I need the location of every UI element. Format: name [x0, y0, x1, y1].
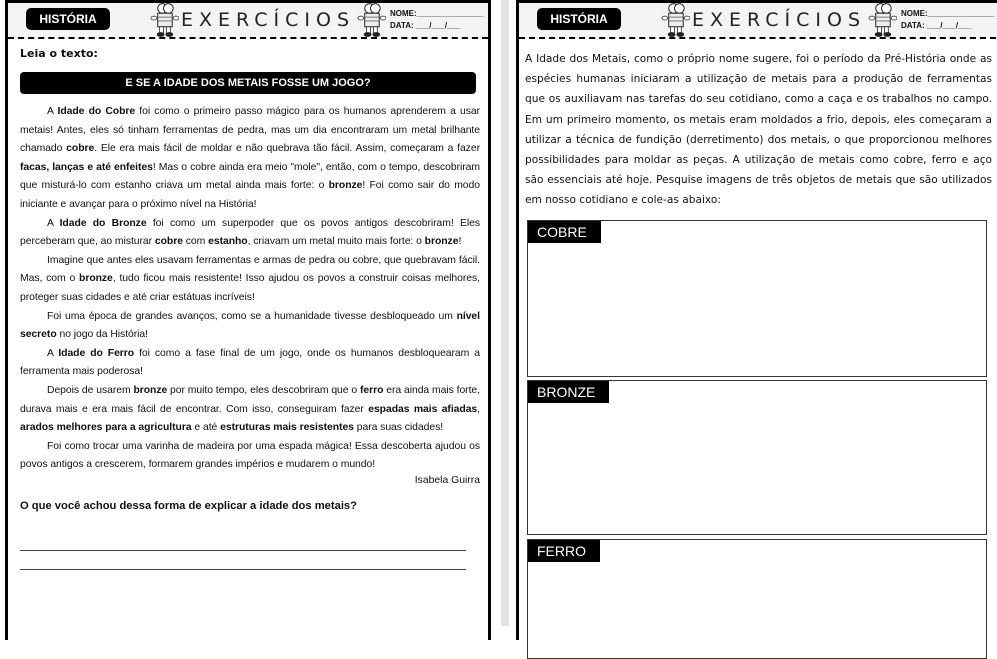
bold-term: cobre — [154, 236, 183, 248]
answer-line[interactable] — [20, 551, 466, 570]
bold-term: estruturas mais resistentes — [220, 422, 354, 434]
bold-term: Idade do Bronze — [59, 217, 147, 229]
worksheet-header — [519, 3, 997, 39]
worksheet-header — [8, 3, 488, 39]
subject-badge: HISTÓRIA — [26, 8, 110, 30]
text-run: Foi como trocar uma varinha de madeira por uma espada mágica! Essa descoberta ajudou os povos antigos a crescerem, formarem grandes impérios e mudarem o mundo! — [20, 440, 480, 471]
text-run: . Ele era mais fácil de moldar e não quebrava tão fácil. Assim, começaram a fazer — [94, 143, 481, 155]
mascot-right-icon — [868, 2, 897, 38]
story-paragraph — [20, 382, 480, 438]
box-label-ferro: FERRO — [528, 540, 600, 562]
text-run: , tudo ficou mais resistente! Isso ajudou os povos a construir coisas melhores, proteger suas cidades e até criar estátuas incríveis! — [20, 273, 481, 303]
text-run: foi como um superpoder que os povos antigos descobriram! Eles perceberam que, ao misturar — [20, 217, 480, 248]
box-label-bronze: BRONZE — [528, 381, 609, 403]
story-paragraph — [20, 438, 480, 475]
text-run: foi como o primeiro passo mágico para os humanos aprenderem a usar metais! Antes, eles só tinham ferramentas de pedra, mas um dia encontraram um metal brilhante chamado — [20, 106, 480, 155]
text-run: Foi uma época de grandes avanços, como se a humanidade tivesse desbloqueado um — [47, 310, 457, 322]
text-run: Depois de usarem — [47, 384, 134, 396]
story-author: Isabela Guirra — [414, 474, 480, 486]
bold-term: Idade do Cobre — [57, 106, 136, 117]
exercicios-banner — [659, 4, 899, 35]
text-run: A — [47, 347, 59, 359]
bold-term: cobre — [66, 143, 95, 155]
story-paragraph — [20, 215, 480, 252]
story-paragraph — [20, 252, 480, 308]
name-field[interactable]: NOME:_______________ — [390, 9, 484, 18]
story-paragraph — [20, 308, 480, 345]
date-field[interactable]: DATA: ___/___/___ — [901, 21, 972, 30]
paste-box-cobre[interactable] — [527, 220, 987, 377]
text-run: era ainda mais forte, durava mais e era mais fácil de encontrar. Com isso, conseguiram fazer — [20, 384, 480, 415]
text-run: , criavam um metal muito mais forte: o — [247, 236, 425, 248]
answer-lines — [20, 532, 480, 570]
text-run: foi como a fase final de um jogo, onde os humanos desbloquearam a ferramenta mais poderosa! — [20, 347, 480, 378]
text-run: A — [47, 106, 58, 117]
right-content — [519, 49, 997, 659]
bold-term: bronze — [424, 236, 459, 248]
paste-box-ferro[interactable] — [527, 539, 987, 659]
date-field[interactable]: DATA: ___/___/___ — [390, 21, 461, 30]
story-text — [20, 103, 480, 475]
left-content — [8, 47, 488, 570]
answer-line[interactable] — [20, 532, 466, 551]
mascot-left-icon — [661, 2, 690, 38]
bold-term: nível secreto — [20, 310, 480, 341]
text-run: ! — [458, 236, 462, 248]
worksheet-page-right — [516, 0, 997, 640]
mascot-left-icon — [150, 2, 179, 38]
reading-instruction: Leia o texto: — [20, 47, 98, 60]
text-run: para suas cidades! — [353, 422, 444, 434]
bold-term: bronze — [79, 273, 113, 285]
box-label-cobre: COBRE — [528, 221, 601, 243]
mascot-right-icon — [357, 2, 386, 38]
bold-term: arados melhores para a agricultura — [20, 422, 192, 434]
text-run: ! Foi como sair do modo iniciante e avançar para o próximo nível na História! — [20, 180, 480, 210]
exercicios-banner — [148, 4, 388, 35]
bold-term: bronze — [328, 180, 363, 192]
text-run: , — [477, 403, 481, 415]
student-fields — [901, 8, 994, 32]
text-run: ! Mas o cobre ainda era meio "mole", então, com o tempo, descobriram que misturá-lo com estanho criava um metal ainda mais forte: o — [20, 161, 480, 192]
banner-title: EXERCÍCIOS — [180, 8, 356, 31]
story-title: E SE A IDADE DOS METAIS FOSSE UM JOGO? — [20, 72, 476, 94]
banner-title: EXERCÍCIOS — [691, 8, 867, 31]
page-gutter — [501, 0, 509, 626]
name-field[interactable]: NOME:_______________ — [901, 9, 995, 18]
paste-box-bronze[interactable] — [527, 380, 987, 535]
intro-paragraph: A Idade dos Metais, como o próprio nome sugere, foi o período da Pré-História onde as espécies humanas iniciaram a utilização de metais para a produção de ferramentas que os auxiliavam nas tarefas do seu cotidiano, como a caça e os trabalhos no campo. Em um primeiro momento, os metais eram moldados a frio, depois, eles começaram a utilizar a técnica de fundição (derretimento) dos metais, o que proporcionou melhores possibilidades para moldar as peças. A utilização de metais como cobre, ferro e aço são essenciais até hoje. Pesquise imagens de três objetos de metais que são utilizados em nosso cotidiano e cole-as abaixo: — [525, 53, 992, 207]
bold-term: Idade do Ferro — [58, 347, 135, 359]
story-paragraph — [20, 103, 480, 215]
reflection-question: O que você achou dessa forma de explicar a idade dos metais? — [20, 499, 357, 512]
text-run: no jogo da História! — [56, 329, 148, 341]
text-run: e até — [191, 422, 221, 434]
text-run: A — [47, 217, 60, 229]
subject-badge: HISTÓRIA — [537, 8, 621, 30]
worksheet-page-left — [5, 0, 491, 640]
bold-term: facas, lanças e até enfeites — [20, 161, 153, 173]
bold-term: bronze — [133, 384, 168, 396]
bold-term: ferro — [359, 384, 384, 396]
text-run: Imagine que antes eles usavam ferramentas e armas de pedra ou cobre, que quebravam fácil. Mas, com o — [20, 254, 480, 285]
text-run: com — [182, 236, 209, 248]
bold-term: espadas mais afiadas — [368, 403, 478, 415]
bold-term: estanho — [208, 236, 248, 248]
story-paragraph — [20, 345, 480, 382]
student-fields — [390, 8, 483, 32]
text-run: por muito tempo, eles descobriram que o — [167, 384, 360, 396]
